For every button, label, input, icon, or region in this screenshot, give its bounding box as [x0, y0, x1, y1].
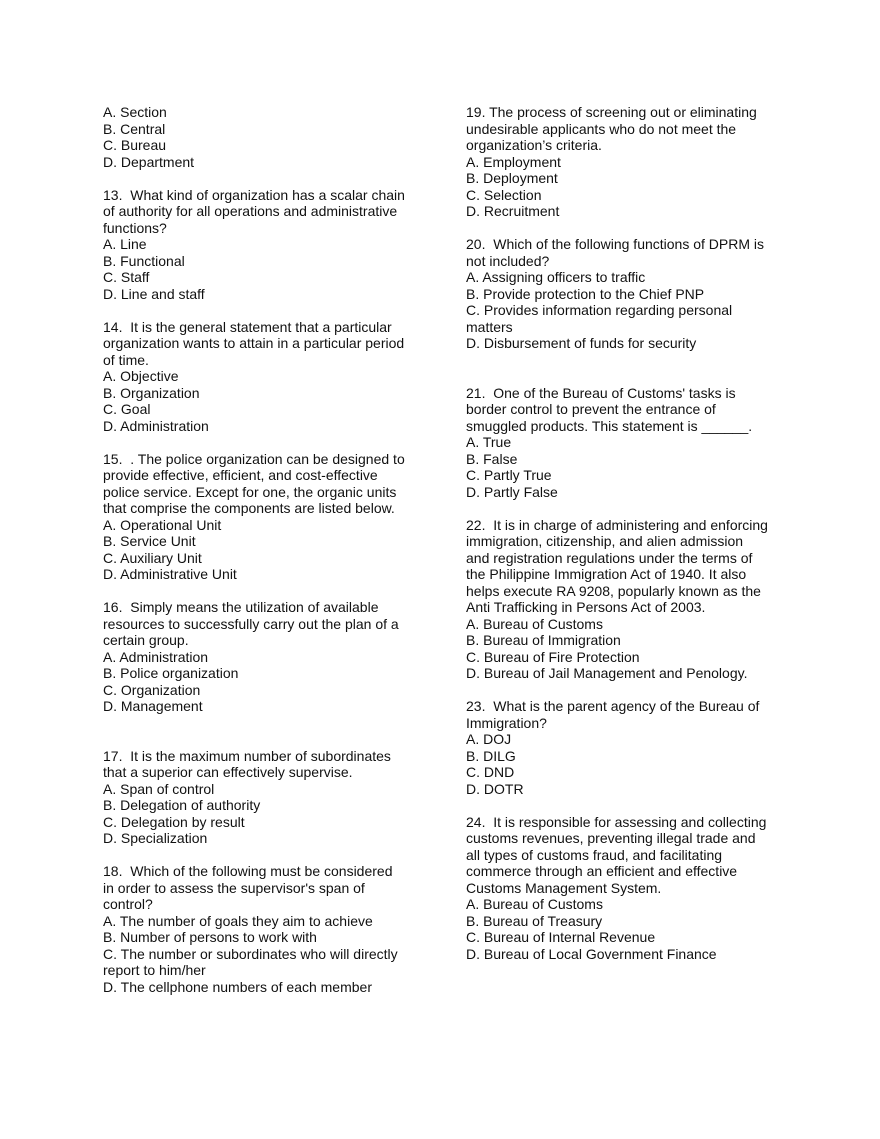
- text-line: 24. It is responsible for assessing and collecting: [466, 813, 767, 830]
- text-line: B. Central: [103, 120, 166, 137]
- text-line: B. Police organization: [103, 665, 239, 681]
- text-line: of time.: [103, 351, 149, 368]
- text-line: B. Service Unit: [103, 533, 196, 549]
- text-line: smuggled products. This statement is ______.: [466, 417, 753, 434]
- text-line: C. The number or subordinates who will directly: [103, 945, 398, 962]
- text-line: D. The cellphone numbers of each member: [103, 978, 372, 995]
- text-line: D. Bureau of Local Government Finance: [466, 945, 717, 962]
- text-line: 14. It is the general statement that a particular: [103, 318, 392, 335]
- text-line: Immigration?: [466, 714, 547, 731]
- text-line: D. Partly False: [466, 483, 558, 500]
- blank-line: [103, 847, 405, 864]
- text-line: police service. Except for one, the organic units: [103, 483, 397, 500]
- text-line: 22. It is in charge of administering and enforcing: [466, 516, 768, 533]
- text-line: B. False: [466, 450, 518, 467]
- text-line: D. Line and staff: [103, 285, 205, 302]
- text-line: B. DILG: [466, 747, 516, 764]
- text-line: Anti Trafficking in Persons Act of 2003.: [466, 599, 706, 615]
- left-column: [103, 104, 405, 995]
- text-line: the Philippine Immigration Act of 1940. It also: [466, 566, 747, 582]
- blank-line: [466, 797, 768, 814]
- text-line: provide effective, efficient, and cost-effective: [103, 467, 378, 483]
- text-line: immigration, citizenship, and alien admission: [466, 533, 744, 549]
- text-line: report to him/her: [103, 962, 206, 978]
- text-line: 18. Which of the following must be considered: [103, 863, 393, 879]
- text-line: D. Administration: [103, 417, 209, 434]
- text-line: A. Objective: [103, 368, 179, 384]
- text-line: A. True: [466, 434, 512, 450]
- blank-line: [103, 583, 405, 600]
- text-line: control?: [103, 896, 153, 912]
- text-line: of authority for all operations and administrative: [103, 203, 398, 219]
- text-line: B. Number of persons to work with: [103, 929, 317, 945]
- text-line: 13. What kind of organization has a scalar chain: [103, 186, 405, 203]
- text-line: A. Assigning officers to traffic: [466, 269, 646, 285]
- text-line: D. Bureau of Jail Management and Penology.: [466, 665, 748, 681]
- blank-line: [466, 682, 768, 699]
- text-line: A. Span of control: [103, 780, 215, 797]
- text-line: C. Goal: [103, 401, 151, 417]
- text-line: A. Operational Unit: [103, 516, 222, 533]
- text-line: A. Section: [103, 104, 167, 120]
- text-line: B. Bureau of Treasury: [466, 912, 603, 929]
- text-line: B. Functional: [103, 252, 185, 269]
- text-line: in order to assess the supervisor's span of: [103, 879, 365, 896]
- text-line: A. Bureau of Customs: [466, 615, 603, 632]
- text-line: matters: [466, 318, 513, 335]
- text-line: certain group.: [103, 632, 189, 648]
- text-line: A. Line: [103, 236, 147, 252]
- text-line: B. Bureau of Immigration: [466, 632, 621, 648]
- text-line: C. Provides information regarding personal: [466, 302, 733, 318]
- text-line: commerce through an efficient and effective: [466, 863, 738, 879]
- text-line: that comprise the components are listed below.: [103, 500, 395, 516]
- text-line: B. Organization: [103, 384, 200, 401]
- text-line: that a superior can effectively supervise.: [103, 764, 353, 780]
- text-line: C. DND: [466, 764, 515, 780]
- text-line: D. DOTR: [466, 780, 524, 797]
- right-column: [466, 104, 768, 962]
- text-line: undesirable applicants who do not meet the: [466, 120, 737, 137]
- text-line: Customs Management System.: [466, 879, 662, 896]
- text-line: B. Delegation of authority: [103, 797, 261, 813]
- text-line: B. Provide protection to the Chief PNP: [466, 285, 705, 302]
- text-line: C. Partly True: [466, 467, 552, 483]
- text-line: A. Administration: [103, 648, 209, 665]
- text-line: and registration regulations under the terms of: [466, 549, 753, 566]
- blank-line: [103, 715, 405, 732]
- text-line: organization’s criteria.: [466, 137, 602, 153]
- text-line: D. Disbursement of funds for security: [466, 335, 697, 351]
- text-line: C. Auxiliary Unit: [103, 549, 202, 566]
- text-line: 17. It is the maximum number of subordinates: [103, 747, 391, 764]
- text-line: 23. What is the parent agency of the Bureau of: [466, 698, 760, 714]
- blank-line: [103, 302, 405, 319]
- text-line: C. Bureau: [103, 137, 167, 153]
- text-line: C. Bureau of Internal Revenue: [466, 929, 656, 945]
- text-line: 16. Simply means the utilization of available: [103, 599, 379, 615]
- text-line: all types of customs fraud, and facilitating: [466, 846, 723, 863]
- text-line: D. Recruitment: [466, 203, 560, 219]
- text-line: helps execute RA 9208, popularly known as the: [466, 582, 761, 599]
- text-line: A. DOJ: [466, 731, 512, 747]
- text-line: C. Staff: [103, 269, 150, 285]
- text-line: A. Employment: [466, 153, 561, 170]
- text-line: A. Bureau of Customs: [466, 896, 603, 912]
- text-line: 20. Which of the following functions of DPRM is: [466, 236, 765, 252]
- text-line: B. Deployment: [466, 170, 558, 186]
- text-line: organization wants to attain in a particular period: [103, 335, 405, 351]
- blank-line: [466, 220, 768, 237]
- text-line: C. Selection: [466, 186, 542, 203]
- blank-line: [466, 368, 768, 385]
- text-line: customs revenues, preventing illegal trade and: [466, 830, 756, 846]
- text-line: 19. The process of screening out or eliminating: [466, 104, 757, 120]
- blank-line: [103, 731, 405, 748]
- blank-line: [103, 170, 405, 187]
- text-line: C. Organization: [103, 681, 201, 698]
- text-line: D. Management: [103, 698, 203, 714]
- text-line: resources to successfully carry out the plan of a: [103, 615, 399, 632]
- text-line: C. Bureau of Fire Protection: [466, 648, 640, 665]
- text-line: A. The number of goals they aim to achieve: [103, 912, 373, 929]
- blank-line: [103, 434, 405, 451]
- text-line: D. Specialization: [103, 830, 208, 846]
- text-line: not included?: [466, 252, 550, 269]
- blank-line: [466, 352, 768, 369]
- text-line: C. Delegation by result: [103, 813, 245, 830]
- text-line: functions?: [103, 219, 167, 236]
- blank-line: [466, 500, 768, 517]
- text-line: 21. One of the Bureau of Customs' tasks is: [466, 384, 736, 401]
- text-line: D. Administrative Unit: [103, 566, 237, 582]
- text-line: D. Department: [103, 153, 195, 170]
- text-line: border control to prevent the entrance of: [466, 401, 716, 417]
- text-line: 15. . The police organization can be designed to: [103, 450, 405, 467]
